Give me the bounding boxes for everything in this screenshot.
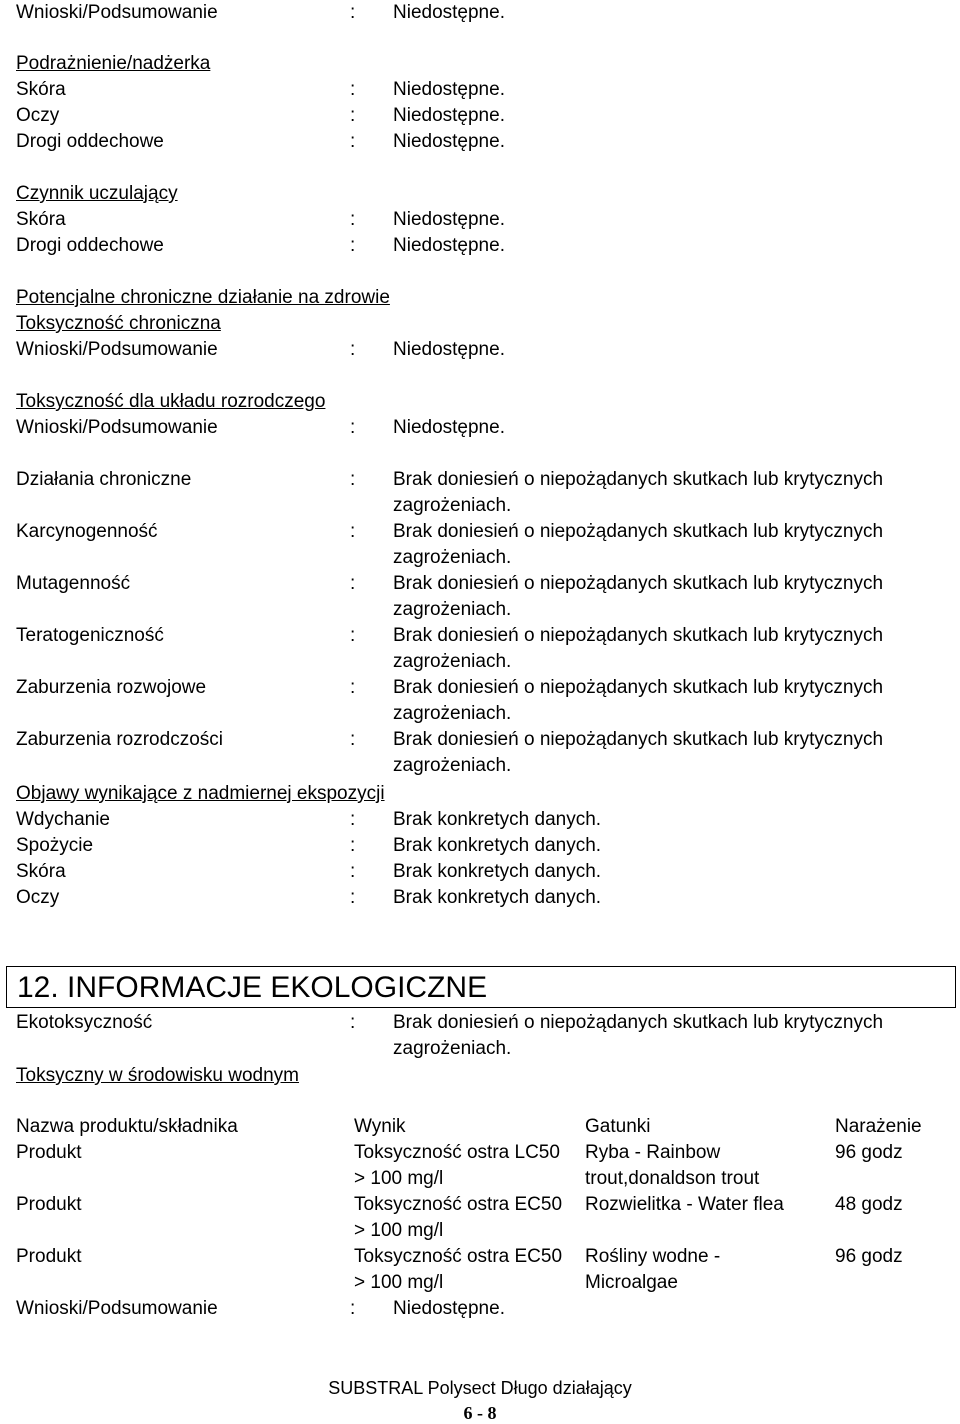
chronic-heading: Potencjalne chroniczne działanie na zdrowie [16, 287, 390, 308]
field-value: Niedostępne. [393, 339, 505, 360]
colon: : [350, 861, 356, 882]
field-value: Brak konkretych danych. [393, 887, 602, 908]
table-cell-species-cont: trout,donaldson trout [585, 1168, 760, 1189]
table-cell-species: Rośliny wodne - [585, 1246, 721, 1267]
field-label: Skóra [16, 209, 66, 230]
colon: : [350, 131, 356, 152]
irritation-heading: Podrażnienie/nadżerka [16, 53, 211, 74]
section-title: 12. INFORMACJE EKOLOGICZNE [17, 971, 488, 1004]
table-cell-result: Toksyczność ostra LC50 [354, 1142, 560, 1163]
table-cell-product: Produkt [16, 1246, 82, 1267]
field-label: Wnioski/Podsumowanie [16, 2, 218, 23]
colon: : [350, 2, 356, 23]
table-cell-result-value: > 100 mg/l [354, 1168, 444, 1189]
table-cell-result: Toksyczność ostra EC50 [354, 1194, 563, 1215]
colon: : [350, 79, 356, 100]
colon: : [350, 887, 356, 908]
colon: : [350, 521, 356, 542]
field-value: Niedostępne. [393, 79, 505, 100]
field-value: Niedostępne. [393, 2, 505, 23]
table-cell-exposure: 96 godz [835, 1246, 903, 1267]
chronic-subheading: Toksyczność chroniczna [16, 313, 221, 334]
field-value: Niedostępne. [393, 209, 505, 230]
field-value: Niedostępne. [393, 105, 505, 126]
table-header-product: Nazwa produktu/składnika [16, 1116, 238, 1137]
colon: : [350, 729, 356, 750]
field-label: Skóra [16, 861, 66, 882]
field-value: Brak doniesień o niepożądanych skutkach lub krytycznych zagrożeniach. [393, 469, 884, 516]
table-cell-species: Ryba - Rainbow [585, 1142, 721, 1163]
field-value: Niedostępne. [393, 417, 505, 438]
field-value: Brak doniesień o niepożądanych skutkach lub krytycznych zagrożeniach. [393, 729, 884, 776]
colon: : [350, 105, 356, 126]
field-label: Wnioski/Podsumowanie [16, 339, 218, 360]
table-header-result: Wynik [354, 1116, 406, 1137]
colon: : [350, 573, 356, 594]
colon: : [350, 339, 356, 360]
field-label: Ekotoksyczność [16, 1012, 153, 1033]
sensitizer-heading: Czynnik uczulający [16, 183, 178, 204]
table-cell-exposure: 96 godz [835, 1142, 903, 1163]
colon: : [350, 809, 356, 830]
colon: : [350, 1298, 356, 1319]
colon: : [350, 235, 356, 256]
table-cell-result-value: > 100 mg/l [354, 1272, 444, 1293]
colon: : [350, 625, 356, 646]
colon: : [350, 209, 356, 230]
field-value: Brak doniesień o niepożądanych skutkach lub krytycznych zagrożeniach. [393, 573, 884, 620]
footer-page-number: 6 - 8 [463, 1403, 497, 1423]
field-label: Działania chroniczne [16, 469, 192, 490]
table-cell-exposure: 48 godz [835, 1194, 903, 1215]
colon: : [350, 1012, 356, 1033]
footer-product-name: SUBSTRAL Polysect Długo działający [328, 1378, 632, 1398]
field-label: Oczy [16, 105, 60, 126]
table-cell-product: Produkt [16, 1194, 82, 1215]
field-label: Wnioski/Podsumowanie [16, 1298, 218, 1319]
field-value: Brak konkretych danych. [393, 835, 602, 856]
table-cell-product: Produkt [16, 1142, 82, 1163]
field-label: Spożycie [16, 835, 94, 856]
field-label: Drogi oddechowe [16, 235, 164, 256]
field-value: Brak konkretych danych. [393, 861, 602, 882]
field-value: Brak doniesień o niepożądanych skutkach lub krytycznych zagrożeniach. [393, 521, 884, 568]
colon: : [350, 835, 356, 856]
field-label: Skóra [16, 79, 66, 100]
table-cell-result-value: > 100 mg/l [354, 1220, 444, 1241]
table-header-exposure: Narażenie [835, 1116, 922, 1137]
field-value: Brak konkretych danych. [393, 809, 602, 830]
field-label: Oczy [16, 887, 60, 908]
field-label: Karcynogenność [16, 521, 158, 542]
colon: : [350, 677, 356, 698]
table-cell-result: Toksyczność ostra EC50 [354, 1246, 563, 1267]
field-value: Brak doniesień o niepożądanych skutkach lub krytycznych zagrożeniach. [393, 1012, 884, 1059]
table-cell-species: Rozwielitka - Water flea [585, 1194, 784, 1215]
field-value: Niedostępne. [393, 235, 505, 256]
reproductive-heading: Toksyczność dla układu rozrodczego [16, 391, 326, 412]
colon: : [350, 469, 356, 490]
table-header-species: Gatunki [585, 1116, 651, 1137]
field-label: Zaburzenia rozrodczości [16, 729, 223, 750]
colon: : [350, 417, 356, 438]
field-value: Niedostępne. [393, 1298, 505, 1319]
field-label: Wdychanie [16, 809, 110, 830]
field-label: Mutagenność [16, 573, 131, 594]
field-label: Teratogeniczność [16, 625, 164, 646]
field-label: Wnioski/Podsumowanie [16, 417, 218, 438]
field-value: Brak doniesień o niepożądanych skutkach lub krytycznych zagrożeniach. [393, 677, 884, 724]
table-cell-species-cont: Microalgae [585, 1272, 678, 1293]
section-header-box [6, 966, 956, 1008]
aquatic-heading: Toksyczny w środowisku wodnym [16, 1065, 299, 1086]
field-label: Drogi oddechowe [16, 131, 164, 152]
overexposure-heading: Objawy wynikające z nadmiernej ekspozycji [16, 783, 385, 804]
field-value: Brak doniesień o niepożądanych skutkach lub krytycznych zagrożeniach. [393, 625, 884, 672]
field-value: Niedostępne. [393, 131, 505, 152]
field-label: Zaburzenia rozwojowe [16, 677, 207, 698]
